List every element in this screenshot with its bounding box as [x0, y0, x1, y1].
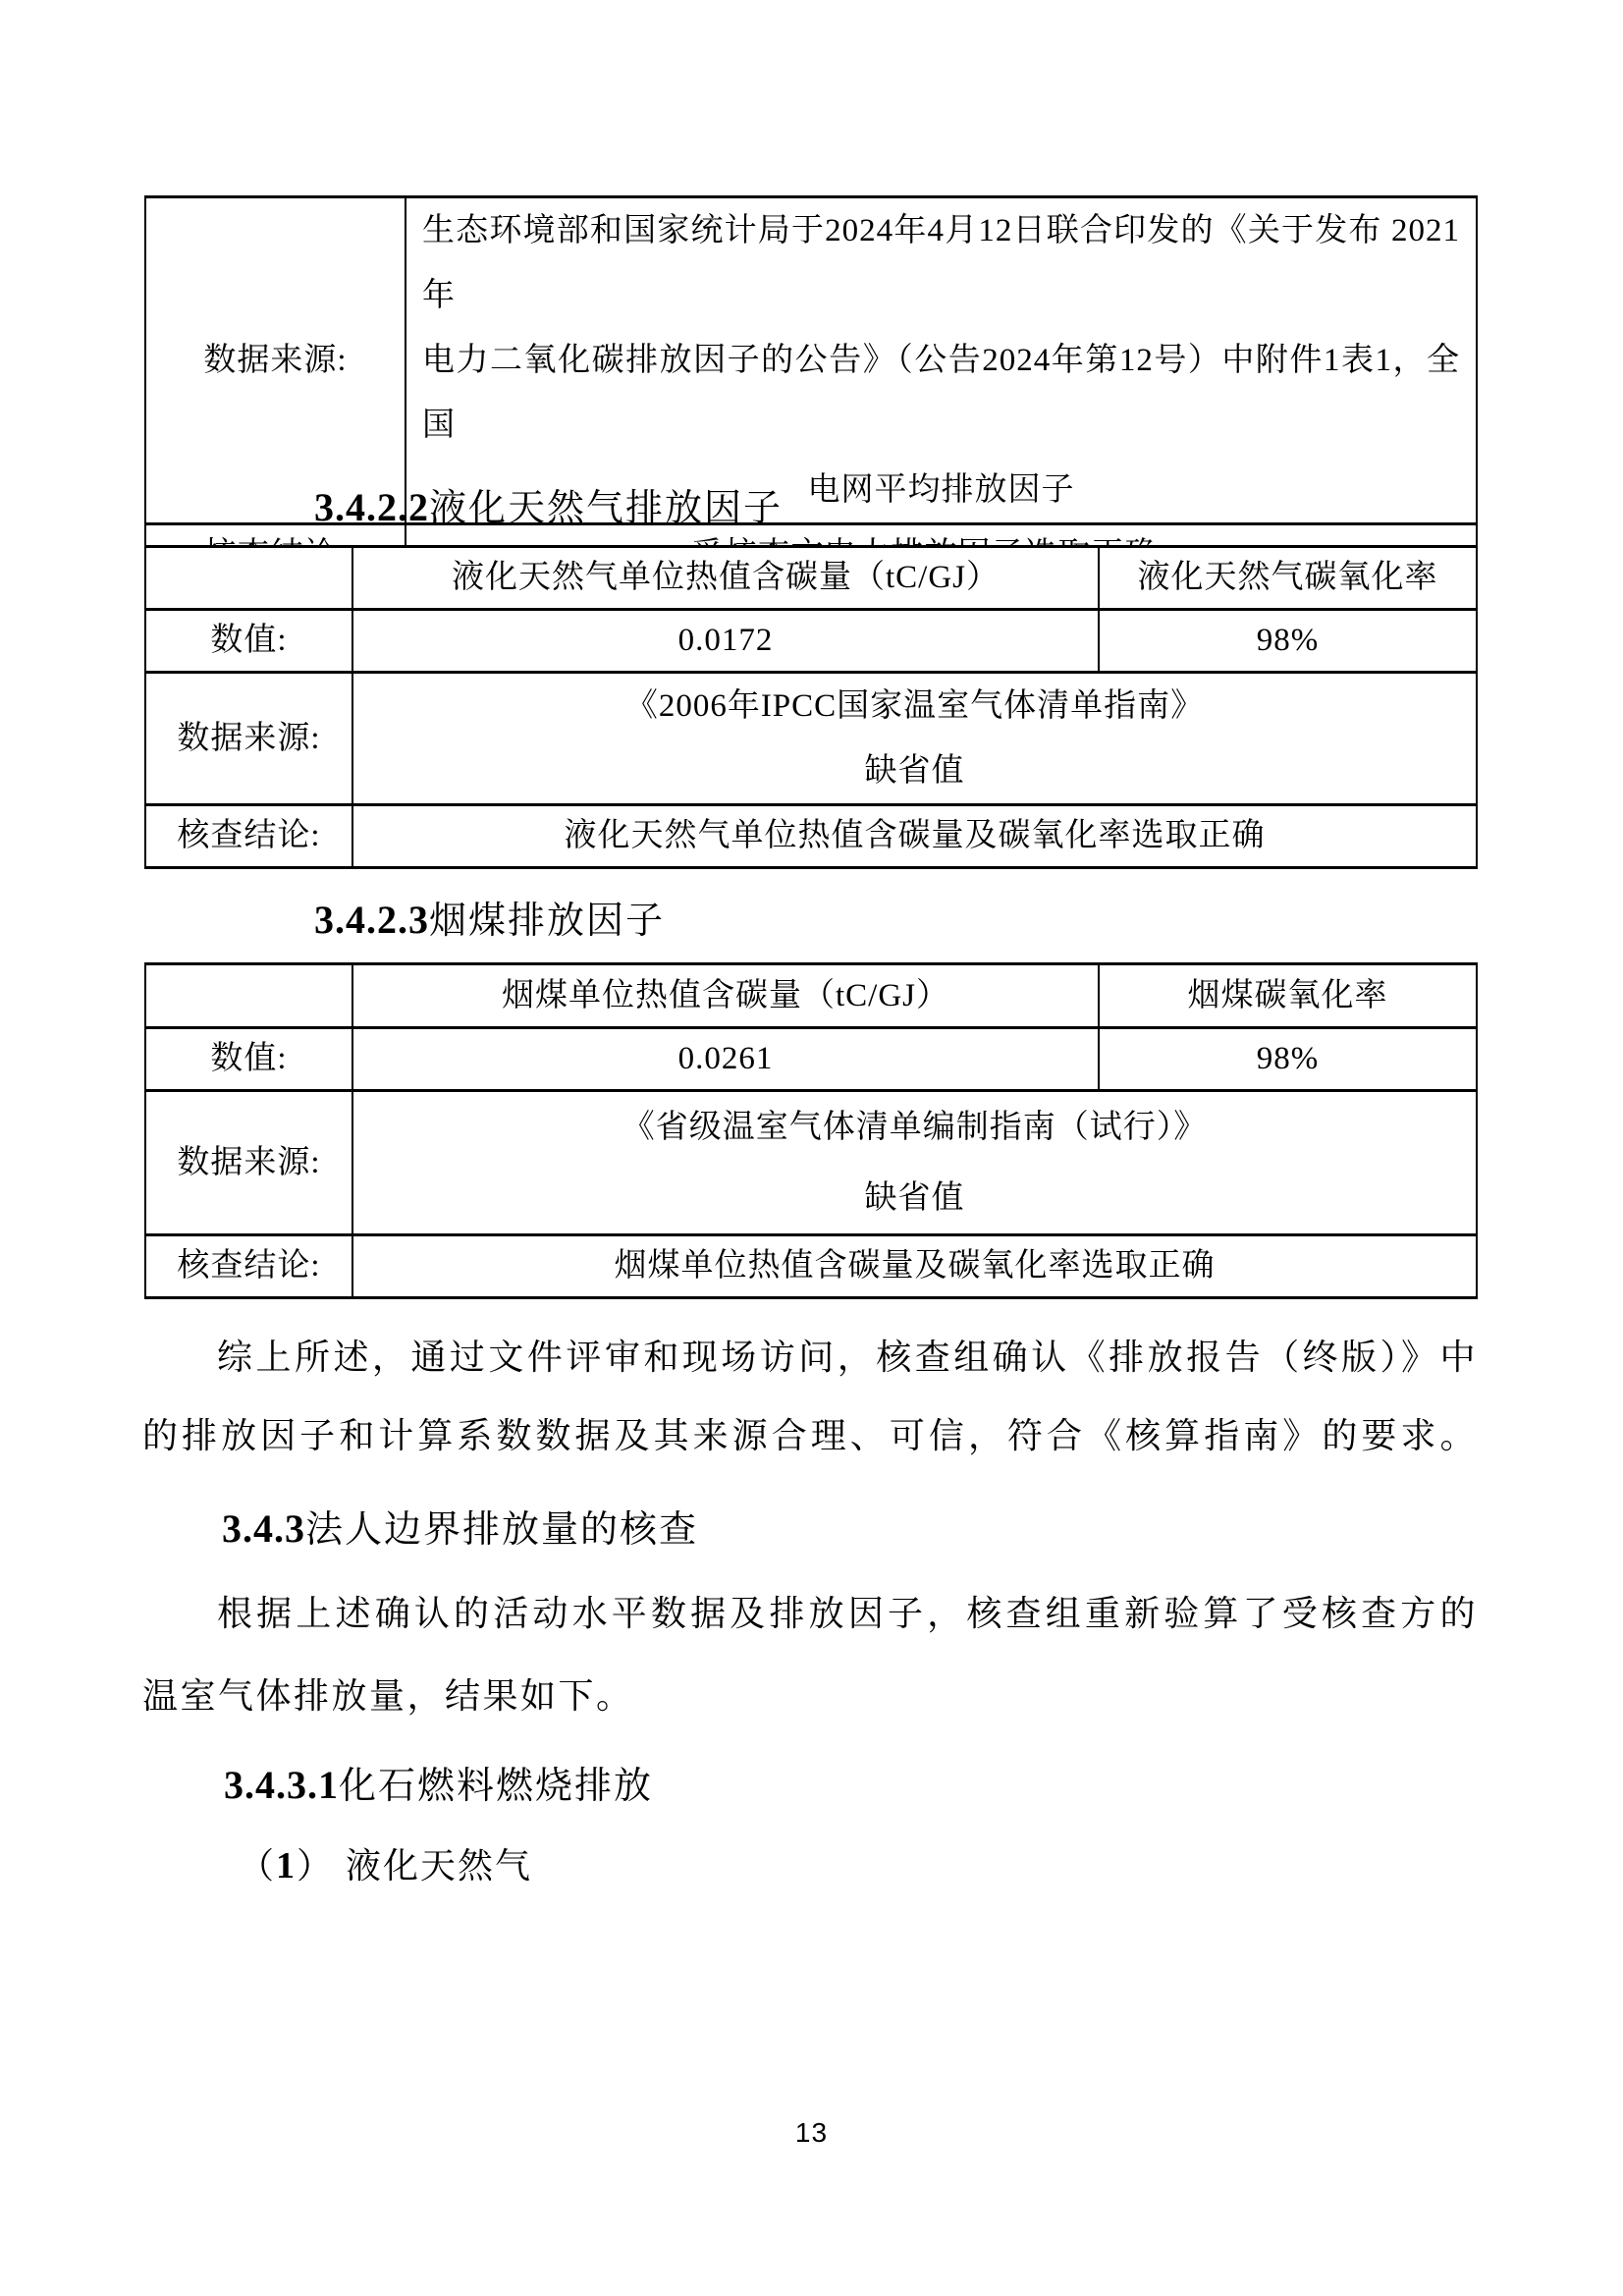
section-heading-fossil-fuel: [224, 1758, 653, 1813]
coal-emission-factor-table: [144, 962, 1478, 1299]
section-title: 烟煤排放因子: [429, 901, 666, 942]
column-header: 烟煤单位热值含碳量（tC/GJ）: [352, 964, 1099, 1028]
section-heading-lng: [314, 480, 783, 535]
value-cell: 0.0261: [352, 1028, 1099, 1091]
data-source-label: 数据来源:: [145, 1091, 352, 1235]
value-cell: 0.0172: [352, 610, 1099, 673]
source-line: 《2006年IPCC国家温室气体清单指南》: [624, 688, 1205, 724]
value-cell: 98%: [1099, 1028, 1477, 1091]
value-label: 数值:: [145, 610, 352, 673]
section-number: 3.4.2.2: [314, 485, 429, 529]
table-row: [145, 197, 1477, 524]
section-number: 3.4.3: [222, 1506, 305, 1551]
list-item-number: 1: [276, 1845, 298, 1886]
source-line: 电力二氧化碳排放因子的公告》（公告2024年第12号）中附件1表1，全国: [422, 343, 1460, 443]
empty-header-cell: [145, 964, 352, 1028]
recalculation-paragraph: [142, 1572, 1478, 1737]
summary-paragraph: [142, 1318, 1478, 1475]
conclusion-label: 核查结论:: [145, 1235, 352, 1298]
section-number: 3.4.2.3: [314, 898, 429, 942]
data-source-label: 数据来源:: [145, 197, 406, 524]
data-source-label: 数据来源:: [145, 673, 352, 805]
source-line: 电网平均排放因子: [807, 472, 1075, 508]
source-line: 缺省值: [864, 753, 965, 789]
table-row: [145, 805, 1477, 868]
list-item-lng: [239, 1838, 532, 1893]
paragraph-line: 综上所述，通过文件评审和现场访问，核查组确认《排放报告（终版）》中: [217, 1338, 1478, 1377]
table-header-row: [145, 964, 1477, 1028]
section-title: 法人边界排放量的核查: [305, 1509, 699, 1551]
column-header: 液化天然气碳氧化率: [1099, 547, 1477, 610]
source-line: 缺省值: [864, 1180, 965, 1216]
conclusion-cell: 液化天然气单位热值含碳量及碳氧化率选取正确: [352, 805, 1477, 868]
source-line: 《省级温室气体清单编制指南（试行）》: [622, 1110, 1208, 1145]
column-header: 液化天然气单位热值含碳量（tC/GJ）: [352, 547, 1099, 610]
paragraph-line: 的排放因子和计算系数数据及其来源合理、可信，符合《核算指南》的要求。: [142, 1416, 1478, 1455]
data-source-cell: [352, 1091, 1477, 1235]
paragraph-line: 温室气体排放量，结果如下。: [142, 1676, 634, 1716]
value-cell: 98%: [1099, 610, 1477, 673]
table-row: [145, 1235, 1477, 1298]
lng-emission-factor-table: [144, 545, 1478, 869]
column-header: 烟煤碳氧化率: [1099, 964, 1477, 1028]
section-title: 液化天然气排放因子: [429, 488, 784, 529]
table-header-row: [145, 547, 1477, 610]
list-item-text: 液化天然气: [346, 1846, 533, 1886]
value-label: 数值:: [145, 1028, 352, 1091]
section-title: 化石燃料燃烧排放: [339, 1766, 654, 1807]
table-row: [145, 610, 1477, 673]
source-line: 生态环境部和国家统计局于2024年4月12日联合印发的《关于发布 2021年: [422, 213, 1460, 313]
data-source-cell: [352, 673, 1477, 805]
table-row: [145, 1028, 1477, 1091]
table-row: [145, 1091, 1477, 1235]
paragraph-line: 根据上述确认的活动水平数据及排放因子，核查组重新验算了受核查方的: [217, 1594, 1478, 1633]
list-item-paren-close: ）: [297, 1846, 335, 1886]
empty-header-cell: [145, 547, 352, 610]
section-number: 3.4.3.1: [224, 1763, 339, 1807]
conclusion-label: 核查结论:: [145, 805, 352, 868]
page-number: 13: [794, 2117, 829, 2148]
section-heading-legal-boundary: [222, 1502, 698, 1557]
data-source-cell: [406, 197, 1477, 524]
table-row: [145, 673, 1477, 805]
list-item-paren-open: （: [239, 1846, 277, 1886]
conclusion-cell: 烟煤单位热值含碳量及碳氧化率选取正确: [352, 1235, 1477, 1298]
section-heading-coal: [314, 893, 665, 948]
